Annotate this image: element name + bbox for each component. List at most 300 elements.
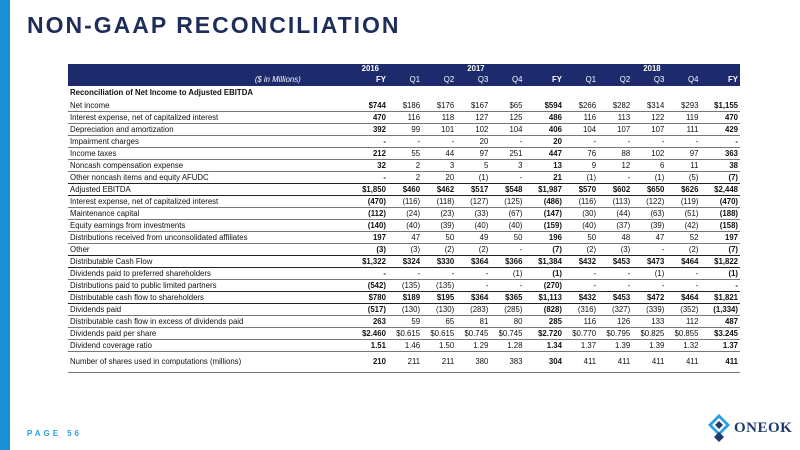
- table-cell: $1,822: [700, 256, 740, 268]
- col-header: FY: [524, 74, 563, 86]
- table-cell: $293: [666, 100, 700, 112]
- table-cell: (339): [632, 304, 666, 316]
- table-cell: 411: [564, 352, 598, 373]
- table-cell: (116): [564, 196, 598, 208]
- table-cell: (1): [632, 172, 666, 184]
- table-cell: -: [564, 136, 598, 148]
- table-cell: 470: [353, 112, 388, 124]
- table-row: [68, 352, 740, 373]
- col-header: Q2: [598, 74, 632, 86]
- table-cell: (51): [666, 208, 700, 220]
- table-cell: $2,448: [700, 184, 740, 196]
- row-label: Number of shares used in computations (millions): [68, 352, 353, 373]
- table-row: [68, 148, 740, 160]
- table-cell: (7): [700, 244, 740, 256]
- reconciliation-table: [68, 64, 740, 373]
- table-cell: -: [490, 172, 524, 184]
- table-cell: $453: [598, 256, 632, 268]
- table-cell: 113: [598, 112, 632, 124]
- table-row: [68, 124, 740, 136]
- table-cell: 44: [422, 148, 456, 160]
- table-cell: $1,821: [700, 292, 740, 304]
- table-cell: (2): [456, 244, 490, 256]
- table-cell: -: [666, 268, 700, 280]
- table-cell: -: [700, 280, 740, 292]
- table-cell: (118): [422, 196, 456, 208]
- table-cell: 47: [632, 232, 666, 244]
- table-cell: $432: [564, 256, 598, 268]
- table-cell: (2): [666, 244, 700, 256]
- table-row: [68, 100, 740, 112]
- table-cell: $167: [456, 100, 490, 112]
- table-cell: 47: [388, 232, 422, 244]
- table-cell: 3: [490, 160, 524, 172]
- table-cell: $744: [353, 100, 388, 112]
- row-label: Dividends paid: [68, 304, 353, 316]
- table-cell: $0.855: [666, 328, 700, 340]
- table-cell: 55: [388, 148, 422, 160]
- table-cell: (39): [632, 220, 666, 232]
- table-cell: (127): [456, 196, 490, 208]
- table-cell: (63): [632, 208, 666, 220]
- table-cell: -: [666, 280, 700, 292]
- table-cell: $366: [490, 256, 524, 268]
- table-cell: 263: [353, 316, 388, 328]
- table-cell: $473: [632, 256, 666, 268]
- table-cell: 133: [632, 316, 666, 328]
- table-cell: $314: [632, 100, 666, 112]
- table-cell: (122): [632, 196, 666, 208]
- table-cell: -: [632, 136, 666, 148]
- table-cell: $324: [388, 256, 422, 268]
- table-cell: 97: [666, 148, 700, 160]
- table-cell: 1.34: [524, 340, 563, 352]
- table-cell: (147): [524, 208, 563, 220]
- table-cell: $464: [666, 256, 700, 268]
- row-label: Distributions paid to public limited partners: [68, 280, 353, 292]
- table-cell: -: [564, 280, 598, 292]
- table-cell: (67): [490, 208, 524, 220]
- table-cell: -: [632, 280, 666, 292]
- table-cell: 392: [353, 124, 388, 136]
- table-cell: 112: [666, 316, 700, 328]
- table-cell: (135): [388, 280, 422, 292]
- row-label: Distributions received from unconsolidated affiliates: [68, 232, 353, 244]
- table-cell: 211: [422, 352, 456, 373]
- table-cell: 88: [598, 148, 632, 160]
- row-label: Interest expense, net of capitalized interest: [68, 196, 353, 208]
- table-cell: (1): [490, 268, 524, 280]
- row-label: Distributable cash flow to shareholders: [68, 292, 353, 304]
- table-cell: 285: [524, 316, 563, 328]
- table-row: [68, 136, 740, 148]
- table-cell: -: [564, 268, 598, 280]
- table-cell: (40): [388, 220, 422, 232]
- table-cell: $432: [564, 292, 598, 304]
- table-cell: $464: [666, 292, 700, 304]
- table-cell: 487: [700, 316, 740, 328]
- table-cell: 104: [490, 124, 524, 136]
- table-cell: $626: [666, 184, 700, 196]
- table-cell: (119): [666, 196, 700, 208]
- table-cell: 76: [564, 148, 598, 160]
- row-label: Dividends paid to preferred shareholders: [68, 268, 353, 280]
- table-cell: 20: [422, 172, 456, 184]
- table-cell: (44): [598, 208, 632, 220]
- table-cell: -: [456, 268, 490, 280]
- table-cell: $3.245: [700, 328, 740, 340]
- table-cell: 21: [524, 172, 563, 184]
- col-header: FY: [700, 74, 740, 86]
- table-cell: 1.32: [666, 340, 700, 352]
- table-cell: -: [490, 244, 524, 256]
- oneok-logo: [706, 413, 796, 443]
- table-cell: 52: [666, 232, 700, 244]
- year-2017: 2017: [388, 64, 564, 74]
- table-cell: $266: [564, 100, 598, 112]
- table-cell: 304: [524, 352, 563, 373]
- col-header: Q1: [388, 74, 422, 86]
- table-cell: -: [353, 268, 388, 280]
- table-cell: -: [598, 268, 632, 280]
- table-cell: 97: [456, 148, 490, 160]
- table-cell: 1.51: [353, 340, 388, 352]
- table-cell: 1.28: [490, 340, 524, 352]
- section-title-row: [68, 86, 740, 100]
- table-cell: (3): [598, 244, 632, 256]
- table-cell: 80: [490, 316, 524, 328]
- table-cell: 1.39: [632, 340, 666, 352]
- table-cell: 125: [490, 112, 524, 124]
- table-cell: (517): [353, 304, 388, 316]
- table-cell: -: [422, 268, 456, 280]
- table-cell: $176: [422, 100, 456, 112]
- table-cell: $330: [422, 256, 456, 268]
- col-header: Q4: [490, 74, 524, 86]
- table-cell: $65: [490, 100, 524, 112]
- table-cell: $548: [490, 184, 524, 196]
- table-cell: (40): [456, 220, 490, 232]
- table-cell: (188): [700, 208, 740, 220]
- table-row: [68, 112, 740, 124]
- table-cell: (135): [422, 280, 456, 292]
- table-cell: 251: [490, 148, 524, 160]
- table-cell: 1.37: [700, 340, 740, 352]
- table-cell: (3): [353, 244, 388, 256]
- table-cell: 1.46: [388, 340, 422, 352]
- table-cell: $189: [388, 292, 422, 304]
- table-row: [68, 232, 740, 244]
- oneok-diamond-icon: [706, 413, 732, 443]
- table-cell: 363: [700, 148, 740, 160]
- table-cell: -: [456, 280, 490, 292]
- row-label: Depreciation and amortization: [68, 124, 353, 136]
- table-cell: 49: [456, 232, 490, 244]
- table-row: [68, 280, 740, 292]
- table-cell: (283): [456, 304, 490, 316]
- table-cell: $364: [456, 256, 490, 268]
- table-cell: 65: [422, 316, 456, 328]
- row-label: Other: [68, 244, 353, 256]
- table-cell: (33): [456, 208, 490, 220]
- table-cell: $472: [632, 292, 666, 304]
- row-label: Impairment charges: [68, 136, 353, 148]
- table-cell: (1): [564, 172, 598, 184]
- row-label: Maintenance capital: [68, 208, 353, 220]
- table-cell: -: [490, 136, 524, 148]
- table-cell: 411: [598, 352, 632, 373]
- table-cell: (316): [564, 304, 598, 316]
- table-cell: $1,987: [524, 184, 563, 196]
- row-label: Income taxes: [68, 148, 353, 160]
- table-cell: 102: [456, 124, 490, 136]
- table-cell: $0.745: [490, 328, 524, 340]
- table-cell: $570: [564, 184, 598, 196]
- col-header: Q1: [564, 74, 598, 86]
- table-cell: (542): [353, 280, 388, 292]
- table-cell: 5: [456, 160, 490, 172]
- table-cell: (30): [564, 208, 598, 220]
- table-cell: (112): [353, 208, 388, 220]
- table-row: [68, 244, 740, 256]
- table-cell: (24): [388, 208, 422, 220]
- table-cell: -: [388, 136, 422, 148]
- table-cell: $460: [388, 184, 422, 196]
- table-row: [68, 328, 740, 340]
- table-row: [68, 316, 740, 328]
- table-cell: -: [490, 280, 524, 292]
- row-label: Adjusted EBITDA: [68, 184, 353, 196]
- table-cell: 50: [564, 232, 598, 244]
- table-cell: (125): [490, 196, 524, 208]
- table-cell: 212: [353, 148, 388, 160]
- table-cell: (7): [700, 172, 740, 184]
- year-header-row: [68, 64, 740, 74]
- table-cell: 50: [490, 232, 524, 244]
- table-row: [68, 160, 740, 172]
- table-cell: (37): [598, 220, 632, 232]
- table-cell: 20: [456, 136, 490, 148]
- unit-label: ($ in Millions): [68, 74, 353, 86]
- table-cell: 470: [700, 112, 740, 124]
- table-cell: $462: [422, 184, 456, 196]
- table-cell: $0.770: [564, 328, 598, 340]
- page-number: 56: [67, 429, 82, 438]
- table-cell: -: [598, 172, 632, 184]
- table-cell: 116: [388, 112, 422, 124]
- table-cell: 102: [632, 148, 666, 160]
- table-cell: 48: [598, 232, 632, 244]
- table-cell: 411: [700, 352, 740, 373]
- table-row: [68, 208, 740, 220]
- table-row: [68, 184, 740, 196]
- table-cell: 111: [666, 124, 700, 136]
- table-cell: (5): [666, 172, 700, 184]
- table-cell: -: [598, 136, 632, 148]
- table-cell: 1.50: [422, 340, 456, 352]
- table-cell: $650: [632, 184, 666, 196]
- table-cell: (1): [524, 268, 563, 280]
- table-cell: $517: [456, 184, 490, 196]
- table-cell: (40): [490, 220, 524, 232]
- table-cell: 126: [598, 316, 632, 328]
- table-cell: (352): [666, 304, 700, 316]
- table-cell: (1,334): [700, 304, 740, 316]
- row-label: Distributable Cash Flow: [68, 256, 353, 268]
- row-label: Distributable cash flow in excess of dividends paid: [68, 316, 353, 328]
- table-cell: $1,384: [524, 256, 563, 268]
- table-cell: 38: [700, 160, 740, 172]
- table-cell: -: [598, 280, 632, 292]
- table-cell: 122: [632, 112, 666, 124]
- table-row: [68, 268, 740, 280]
- table-cell: 197: [353, 232, 388, 244]
- year-2016: 2016: [353, 64, 388, 74]
- table-cell: 119: [666, 112, 700, 124]
- table-cell: (39): [422, 220, 456, 232]
- table-cell: 211: [388, 352, 422, 373]
- table-cell: $0.615: [422, 328, 456, 340]
- table-cell: (3): [388, 244, 422, 256]
- table-cell: (470): [353, 196, 388, 208]
- section-title: Reconciliation of Net Income to Adjusted EBITDA: [70, 88, 253, 97]
- table-cell: (486): [524, 196, 563, 208]
- table-cell: (1): [632, 268, 666, 280]
- table-cell: 118: [422, 112, 456, 124]
- table-cell: (828): [524, 304, 563, 316]
- table-cell: 32: [353, 160, 388, 172]
- column-header-row: [68, 74, 740, 86]
- table-cell: (113): [598, 196, 632, 208]
- page-footer: [27, 429, 88, 438]
- table-row: [68, 304, 740, 316]
- col-header: Q3: [632, 74, 666, 86]
- table-cell: $282: [598, 100, 632, 112]
- col-header: FY: [353, 74, 388, 86]
- table-cell: 6: [632, 160, 666, 172]
- table-cell: 486: [524, 112, 563, 124]
- table-cell: (1): [456, 172, 490, 184]
- table-cell: $1,113: [524, 292, 563, 304]
- table-cell: 104: [564, 124, 598, 136]
- table-cell: $780: [353, 292, 388, 304]
- table-cell: (130): [388, 304, 422, 316]
- table-row: [68, 292, 740, 304]
- table-cell: 11: [666, 160, 700, 172]
- table-cell: (116): [388, 196, 422, 208]
- table-cell: $2.460: [353, 328, 388, 340]
- table-cell: $0.795: [598, 328, 632, 340]
- table-cell: $186: [388, 100, 422, 112]
- table-cell: -: [388, 268, 422, 280]
- table-cell: 1.39: [598, 340, 632, 352]
- table-cell: $1,322: [353, 256, 388, 268]
- table-row: [68, 220, 740, 232]
- table-cell: 81: [456, 316, 490, 328]
- table-cell: (130): [422, 304, 456, 316]
- table-cell: (159): [524, 220, 563, 232]
- table-cell: $364: [456, 292, 490, 304]
- table-cell: 197: [700, 232, 740, 244]
- table-cell: 383: [490, 352, 524, 373]
- row-label: Dividend coverage ratio: [68, 340, 353, 352]
- table-cell: 196: [524, 232, 563, 244]
- table-cell: 380: [456, 352, 490, 373]
- table-cell: -: [353, 136, 388, 148]
- col-header: Q3: [456, 74, 490, 86]
- table-cell: (285): [490, 304, 524, 316]
- table-cell: 99: [388, 124, 422, 136]
- table-cell: 12: [598, 160, 632, 172]
- table-cell: 411: [632, 352, 666, 373]
- table-cell: 429: [700, 124, 740, 136]
- table-cell: 116: [564, 112, 598, 124]
- table-cell: 20: [524, 136, 563, 148]
- left-accent-bar: [0, 0, 10, 450]
- table-cell: 2: [388, 160, 422, 172]
- table-cell: (42): [666, 220, 700, 232]
- row-label: Equity earnings from investments: [68, 220, 353, 232]
- row-label: Dividends paid per share: [68, 328, 353, 340]
- col-header: Q2: [422, 74, 456, 86]
- table-cell: 107: [598, 124, 632, 136]
- table-cell: $453: [598, 292, 632, 304]
- table-cell: 9: [564, 160, 598, 172]
- table-cell: $195: [422, 292, 456, 304]
- table-cell: (7): [524, 244, 563, 256]
- table-row: [68, 340, 740, 352]
- table-cell: -: [666, 136, 700, 148]
- table-cell: 59: [388, 316, 422, 328]
- table-cell: 1.29: [456, 340, 490, 352]
- table-cell: (23): [422, 208, 456, 220]
- table-cell: (2): [422, 244, 456, 256]
- table-cell: 116: [564, 316, 598, 328]
- row-label: Net income: [68, 100, 353, 112]
- table-cell: $1,155: [700, 100, 740, 112]
- table-cell: (40): [564, 220, 598, 232]
- table-cell: $602: [598, 184, 632, 196]
- table-cell: 13: [524, 160, 563, 172]
- table-cell: (1): [700, 268, 740, 280]
- table-cell: (158): [700, 220, 740, 232]
- table-cell: -: [700, 136, 740, 148]
- table-cell: $0.615: [388, 328, 422, 340]
- table-cell: $0.745: [456, 328, 490, 340]
- table-cell: 101: [422, 124, 456, 136]
- table-cell: 127: [456, 112, 490, 124]
- table-cell: 210: [353, 352, 388, 373]
- table-row: [68, 172, 740, 184]
- table-cell: $0.825: [632, 328, 666, 340]
- row-label: Noncash compensation expense: [68, 160, 353, 172]
- col-header: Q4: [666, 74, 700, 86]
- table-cell: 2: [388, 172, 422, 184]
- table-cell: $594: [524, 100, 563, 112]
- table-cell: 50: [422, 232, 456, 244]
- table-cell: (2): [564, 244, 598, 256]
- page-title: NON-GAAP RECONCILIATION: [27, 12, 401, 38]
- table-cell: 411: [666, 352, 700, 373]
- table-cell: 447: [524, 148, 563, 160]
- table-cell: 107: [632, 124, 666, 136]
- table-cell: $365: [490, 292, 524, 304]
- table-cell: 406: [524, 124, 563, 136]
- row-label: Other noncash items and equity AFUDC: [68, 172, 353, 184]
- table-row: [68, 256, 740, 268]
- table-cell: 1.37: [564, 340, 598, 352]
- table-cell: (140): [353, 220, 388, 232]
